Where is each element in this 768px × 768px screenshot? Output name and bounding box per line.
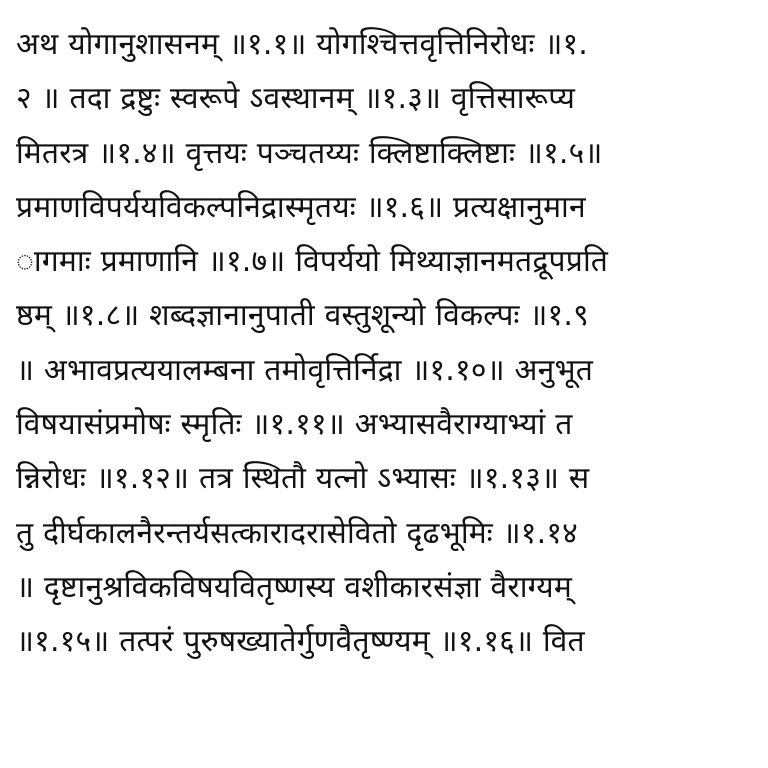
text-line-8: विषयासंप्रमोषः स्मृतिः ॥१.११॥ अभ्यासवैराग्याभ्यां त [16,407,573,443]
text-line-10: तु दीर्घकालनैरन्तर्यसत्कारादरासेवितो दृढभूमिः ॥१.१४ [16,515,578,551]
sanskrit-text-block [16,22,754,674]
text-line-1: अथ योगानुशासनम् ॥१.१॥ योगश्चित्तवृत्तिनिरोधः ॥१. [16,27,589,62]
text-line-5: ागमाः प्रमाणानि ॥१.७॥ विपर्ययो मिथ्याज्ञानमतद्रूपप्रति [16,244,609,280]
text-line-4: प्रमाणविपर्ययविकल्पनिद्रास्मृतयः ॥१.६॥ प्रत्यक्षानुमान [16,189,586,225]
text-line-6: ष्ठम् ॥१.८॥ शब्दज्ञानानुपाती वस्तुशून्यो विकल्पः ॥१.९ [16,298,589,334]
text-line-11: ॥ दृष्टानुश्रविकविषयवितृष्णस्य वशीकारसंज्ञा वैराग्यम् [16,569,573,605]
text-line-9: न्निरोधः ॥१.१२॥ तत्र स्थितौ यत्नो ऽभ्यासः ॥१.१३॥ स [16,461,590,497]
text-line-12: ॥१.१५॥ तत्परं पुरुषख्यातेर्गुणवैतृष्ण्यम् ॥१.१६॥ वित [16,624,585,660]
text-line-3: मितरत्र ॥१.४॥ वृत्तयः पञ्चतय्यः क्लिष्टाक्लिष्टाः ॥१.५॥ [16,135,603,171]
text-line-2: २ ॥ तदा द्रष्टुः स्वरूपे ऽवस्थानम् ॥१.३॥ वृत्तिसारूप्य [16,81,576,117]
text-line-7: ॥ अभावप्रत्ययालम्बना तमोवृत्तिर्निद्रा ॥१.१०॥ अनुभूत [16,352,594,388]
